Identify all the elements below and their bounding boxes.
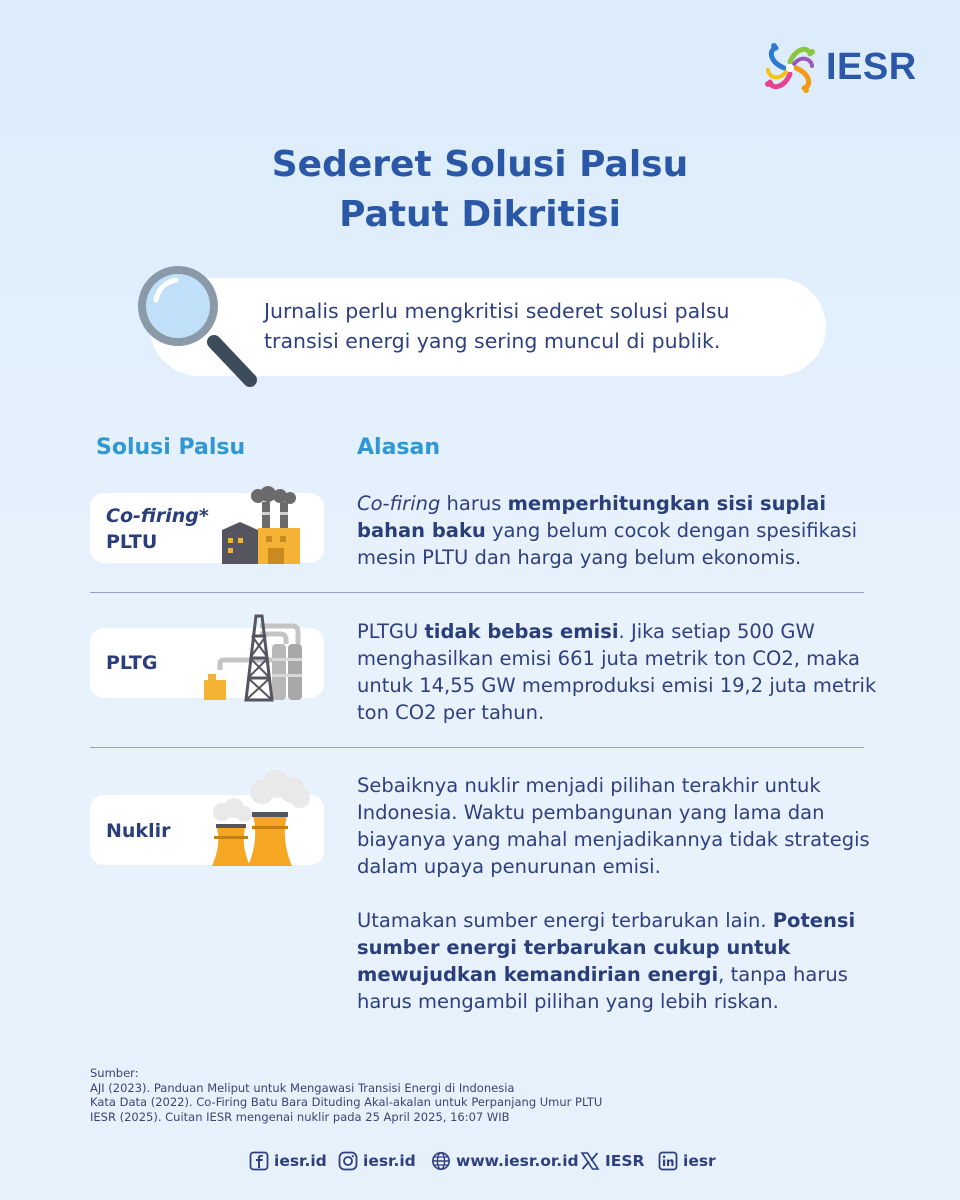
factory-icon [218, 486, 304, 564]
intro-text [264, 296, 804, 356]
divider [90, 747, 864, 748]
intro-line-2: transisi energi yang sering muncul di publik. [264, 329, 721, 353]
footer-socials [0, 1146, 960, 1176]
source-item: Kata Data (2022). Co-Firing Batu Bara Dituding Akal-akalan untuk Perpanjang Umur PLTU [90, 1095, 603, 1109]
reason-pltg-text-b: . Jika setiap 500 GW menghasilkan emisi 661 juta metrik ton CO2, maka untuk 14,55 GW memproduksi emisi 19,2 juta metrik ton CO2 per tahun. [357, 620, 877, 724]
solution-label-pltg: PLTG [106, 652, 158, 674]
page-title [0, 140, 960, 240]
reason-pltg [357, 618, 877, 726]
column-heading-false-solutions: Solusi Palsu [96, 435, 246, 460]
title-line-2: Patut Dikritisi [339, 194, 621, 235]
source-item: IESR (2025). Cuitan IESR mengenai nuklir pada 25 April 2025, 16:07 WIB [90, 1109, 510, 1124]
sources [90, 1066, 870, 1124]
facebook-link[interactable] [249, 1146, 327, 1176]
cooling-tower-icon [208, 770, 312, 868]
facebook-handle: iesr.id [274, 1152, 327, 1170]
website-link[interactable] [431, 1146, 579, 1176]
gas-plant-icon [200, 614, 312, 702]
instagram-handle: iesr.id [363, 1152, 416, 1170]
reason-nuklir-text-b: , tanpa harus harus mengambil pilihan yang lebih riskan. [357, 963, 848, 1013]
x-link[interactable] [580, 1146, 644, 1176]
magnifier-icon [132, 260, 266, 394]
reason-cofiring-emphasis: memperhitungkan sisi suplai bahan baku [357, 492, 827, 542]
reason-nuklir-text-a: Utamakan sumber energi terbarukan lain. [357, 909, 773, 932]
sources-heading: Sumber: [90, 1066, 139, 1080]
solution-label-main: PLTU [106, 531, 158, 553]
solution-label-cofiring [106, 503, 209, 555]
solution-label-italic: Co-firing* [106, 505, 209, 527]
reason-nuklir-emphasis: Potensi sumber energi terbarukan cukup untuk mewujudkan kemandirian energi [357, 909, 856, 986]
reason-cofiring [357, 490, 877, 571]
website-url: www.iesr.or.id [456, 1152, 579, 1170]
reason-nuklir-paragraph-2 [357, 907, 877, 1015]
x-handle: IESR [605, 1152, 645, 1170]
instagram-link[interactable] [338, 1146, 416, 1176]
reason-nuklir [357, 772, 877, 1015]
intro-line-1: Jurnalis perlu mengkritisi sederet solusi palsu [264, 299, 730, 323]
solution-label-nuklir: Nuklir [106, 820, 171, 842]
source-item: AJI (2023). Panduan Meliput untuk Mengawasi Transisi Energi di Indonesia [90, 1080, 515, 1095]
instagram-icon [338, 1151, 358, 1171]
linkedin-icon [658, 1151, 678, 1171]
reason-cofiring-text-b: yang belum cocok dengan spesifikasi mesin PLTU dan harga yang belum ekonomis. [357, 519, 858, 569]
reason-pltg-emphasis: tidak bebas emisi [424, 620, 619, 643]
iesr-logo-text: IESR [826, 46, 917, 88]
divider [90, 592, 864, 593]
reason-cofiring-term: Co-firing [357, 492, 441, 515]
title-line-1: Sederet Solusi Palsu [271, 144, 689, 185]
linkedin-handle: iesr [683, 1152, 716, 1170]
reason-pltg-text-a: PLTGU [357, 620, 425, 643]
linkedin-link[interactable] [658, 1146, 716, 1176]
x-icon [580, 1151, 600, 1171]
facebook-icon [249, 1151, 269, 1171]
column-heading-reasons: Alasan [357, 435, 441, 460]
globe-icon [431, 1151, 451, 1171]
reason-cofiring-text-a: harus [440, 492, 508, 515]
reason-nuklir-paragraph-1: Sebaiknya nuklir menjadi pilihan terakhir untuk Indonesia. Waktu pembangunan yang lama dan biayanya yang mahal menjadikannya tidak strategis dalam upaya penurunan emisi. [357, 774, 870, 878]
